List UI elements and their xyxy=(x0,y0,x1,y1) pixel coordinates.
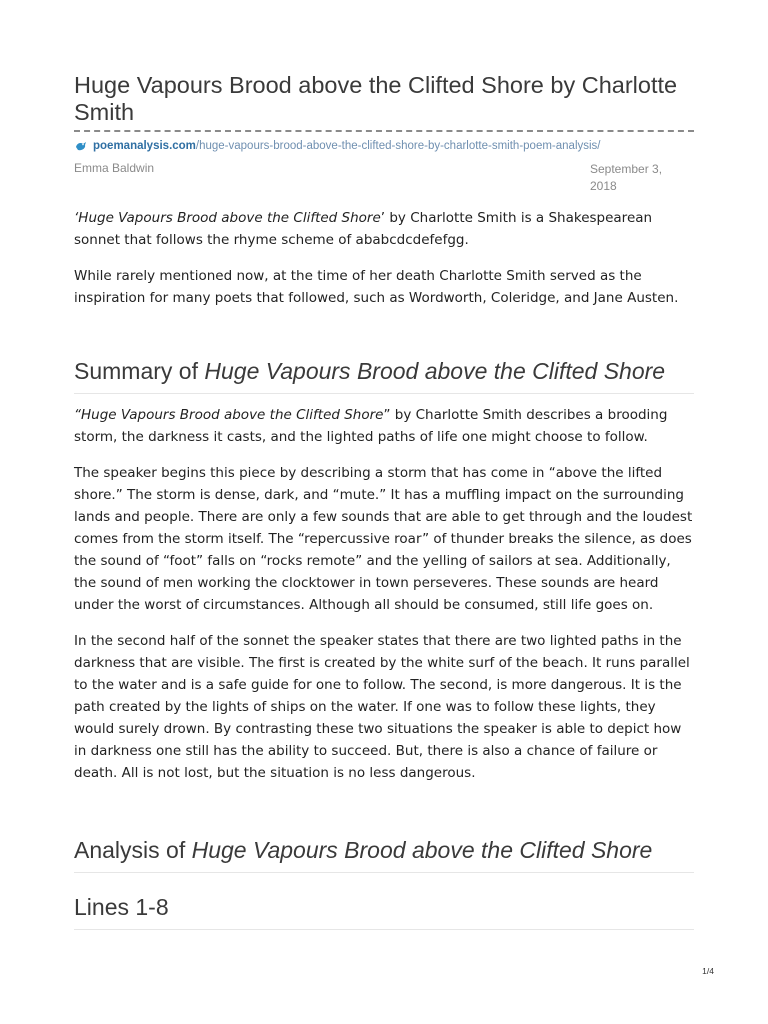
summary-paragraph-2: The speaker begins this piece by describing a storm that has come in “above the lifted shore.” The storm is dense, dark, and “mute.” It has a muffling impact on the surrounding lands and people. There are only a few sounds that are able to get through and the loudest comes from the storm itself. The “repercussive roar” of thunder breaks the silence, as does the sound of “foot” falls on “rocks remote” and the yelling of sailors at sea. Additionally, the sound of men working the clocktower in town perseveres. These sounds are heard under the worst of circumstances. Although all should be consumed, still life goes on. xyxy=(74,465,693,613)
lines-heading: Lines 1-8 xyxy=(74,893,694,930)
intro-text: ’ by Charlotte Smith is a Shakespearean sonnet that follows the rhyme scheme of ababcdcdefefgg. xyxy=(74,210,653,248)
summary-paragraph-3: In the second half of the sonnet the speaker states that there are two lighted paths in the darkness that are visible. The first is created by the white surf of the beach. It runs parallel to the water and is a safe guide for one to follow. The second, is more dangerous. It is the path created by the lights of ships on the water. If one was to follow these lights, they would surely drown. By contrasting these two situations the speaker is able to depict how in darkness one still has the ability to succeed. But, there is also a chance of failure or death. All is not lost, but the situation is no less dangerous. xyxy=(74,633,690,781)
summary-title-italic: “Huge Vapours Brood above the Clifted Shore xyxy=(74,407,384,423)
source-domain[interactable]: poemanalysis.com xyxy=(93,140,196,152)
page-title: Huge Vapours Brood above the Clifted Shore by Charlotte Smith xyxy=(74,72,678,125)
source-link[interactable] xyxy=(74,137,694,155)
publish-date: September 3, 2018 xyxy=(590,162,663,193)
intro-title-italic: ‘Huge Vapours Brood above the Clifted Shore xyxy=(74,210,381,226)
document-page xyxy=(74,72,694,930)
poemanalysis-bird-icon xyxy=(74,139,88,153)
page-number: 1/4 xyxy=(702,966,714,976)
article-meta xyxy=(74,161,694,201)
intro-paragraph xyxy=(74,207,694,251)
intro-paragraph-2: While rarely mentioned now, at the time of her death Charlotte Smith served as the inspiration for many poets that followed, such as Wordworth, Coleridge, and Jane Austen. xyxy=(74,268,679,306)
source-path[interactable]: /huge-vapours-brood-above-the-clifted-shore-by-charlotte-smith-poem-analysis/ xyxy=(195,140,601,152)
analysis-heading: Analysis of Huge Vapours Brood above the Clifted Shore xyxy=(74,836,694,873)
summary-paragraph-1: “Huge Vapours Brood above the Clifted Shore” by Charlotte Smith describes a brooding storm, the darkness it casts, and the lighted paths of life one might choose to follow. xyxy=(74,407,668,445)
summary-heading: Summary of Huge Vapours Brood above the Clifted Shore xyxy=(74,357,694,394)
dashed-divider xyxy=(74,130,694,132)
author-name: Emma Baldwin xyxy=(74,161,155,175)
